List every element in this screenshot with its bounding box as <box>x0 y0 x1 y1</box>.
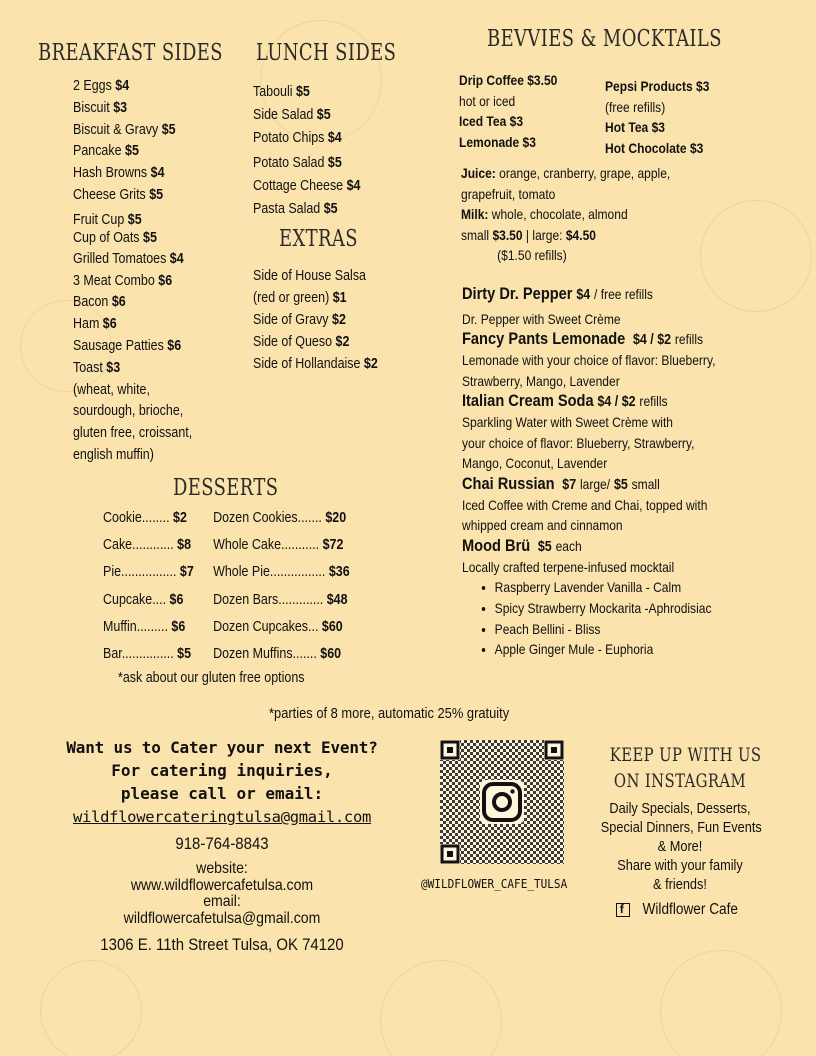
drip-note: hot or iced <box>459 92 516 109</box>
chai-desc-1: Iced Coffee with Creme and Chai, topped with <box>462 496 708 513</box>
coffee-block <box>459 70 557 152</box>
mood-bru: Mood Brü $5 each <box>462 535 582 555</box>
hot-tea: Hot Tea $3 <box>605 119 665 135</box>
flower-decoration <box>660 950 782 1056</box>
list-item: Potato Chips $4 <box>253 130 342 146</box>
dessert-item: Cake............ $8 <box>103 537 192 553</box>
extras-heading: EXTRAS <box>279 226 358 252</box>
dessert-item: Cookie........ $2 <box>103 510 187 526</box>
instagram-text-3: & More! <box>657 839 703 855</box>
desserts-grid <box>103 510 350 680</box>
milk-line: Milk: whole, chocolate, almond <box>461 206 628 222</box>
instagram-text-2: Special Dinners, Fun Events <box>600 820 762 836</box>
catering-email-link[interactable]: wildflowercateringtulsa@gmail.com <box>72 808 372 826</box>
website-label: website: <box>196 860 248 877</box>
cafe-address: 1306 E. 11th Street Tulsa, OK 74120 <box>100 935 344 954</box>
iced-tea: Iced Tea $3 <box>459 113 524 129</box>
italian-cream-soda: Italian Cream Soda $4 / $2 refills <box>462 391 668 410</box>
list-item: 2 Eggs $4 <box>73 78 130 94</box>
facebook-link[interactable] <box>590 901 770 919</box>
list-item: (red or green) $1 <box>253 290 347 306</box>
soda-block <box>605 76 709 158</box>
specialty-drinks <box>462 282 715 660</box>
list-item: Biscuit & Gravy $5 <box>73 121 176 138</box>
list-item: Fruit Cup $5 <box>73 211 142 228</box>
list-item: Toast $3 <box>73 359 121 376</box>
milk-sizes: small $3.50 | large: $4.50 <box>461 226 597 243</box>
dessert-item: Cupcake.... $6 <box>103 592 184 608</box>
gratuity-note: *parties of 8 more, automatic 25% gratuity <box>269 705 510 722</box>
catering-line-2: For catering inquiries, <box>111 761 333 780</box>
mood-list <box>462 577 715 660</box>
fancy-pants-lemonade: Fancy Pants Lemonade $4 / $2 refills <box>462 329 704 348</box>
chai-desc-2: whipped cream and cinnamon <box>462 517 623 533</box>
list-item: Pasta Salad $5 <box>253 201 338 217</box>
instagram-handle[interactable]: @WILDFLOWER_CAFE_TULSA <box>421 877 568 891</box>
list-item: Grilled Tomatoes $4 <box>73 250 184 267</box>
list-item: Tabouli $5 <box>253 84 310 100</box>
list-item: Cup of Oats $5 <box>73 229 157 246</box>
toast-note: gluten free, croissant, <box>73 425 193 442</box>
lemonade: Lemonade $3 <box>459 133 536 150</box>
dirty-dr-pepper: Dirty Dr. Pepper $4 / free refills <box>462 284 653 303</box>
list-item: Side of Queso $2 <box>253 334 350 350</box>
lunch-list <box>253 81 360 221</box>
list-item: Sausage Patties $6 <box>73 337 182 354</box>
qr-code-icon <box>440 740 564 864</box>
hot-chocolate: Hot Chocolate $3 <box>605 139 704 156</box>
flower-decoration <box>380 960 502 1056</box>
dessert-item: Dozen Cupcakes... $60 <box>213 619 343 635</box>
instagram-title-2: ON INSTAGRAM <box>613 770 747 792</box>
list-item: Pancake $5 <box>73 143 139 160</box>
list-item: Hash Browns $4 <box>73 165 165 182</box>
instagram-title-1: KEEP UP WITH US <box>609 744 762 766</box>
lunch-heading: LUNCH SIDES <box>256 40 397 66</box>
list-item: Side of Gravy $2 <box>253 312 346 328</box>
milk-refill: ($1.50 refills) <box>497 247 567 263</box>
dessert-item: Dozen Cookies....... $20 <box>213 510 347 526</box>
list-item: Side Salad $5 <box>253 107 331 123</box>
fancy-desc-2: Strawberry, Mango, Lavender <box>462 372 620 389</box>
toast-note: sourdough, brioche, <box>73 403 184 420</box>
dessert-item: Whole Pie................ $36 <box>213 564 350 580</box>
fancy-desc-1: Lemonade with your choice of flavor: Blueberry, <box>462 352 716 368</box>
breakfast-heading: BREAKFAST SIDES <box>38 40 223 66</box>
email-label: email: <box>203 893 241 910</box>
juice-line-2: grapefruit, tomato <box>461 185 556 202</box>
list-item: • Raspberry Lavender Vanilla - Calm <box>495 577 716 598</box>
desserts-heading: DESSERTS <box>173 475 279 501</box>
chai-russian: Chai Russian $7 large/ $5 small <box>462 473 660 493</box>
list-item: Cheese Grits $5 <box>73 186 164 203</box>
list-item: Potato Salad $5 <box>253 155 342 171</box>
list-item: 3 Meat Combo $6 <box>73 272 173 289</box>
cafe-email[interactable]: wildflowercafetulsa@gmail.com <box>123 910 321 927</box>
catering-line-3: please call or email: <box>120 784 324 803</box>
instagram-text-5: & friends! <box>653 877 707 893</box>
facebook-label: Wildflower Cafe <box>642 901 738 918</box>
dessert-item: Dozen Bars............. $48 <box>213 592 348 608</box>
list-item: • Apple Ginger Mule - Euphoria <box>495 639 716 660</box>
dessert-item: Bar............... $5 <box>103 646 192 662</box>
flower-decoration <box>40 960 142 1056</box>
dessert-item: Pie................ $7 <box>103 564 194 580</box>
dessert-item: Muffin......... $6 <box>103 619 186 635</box>
list-item: Bacon $6 <box>73 294 126 311</box>
website-url[interactable]: www.wildflowercafetulsa.com <box>130 877 314 894</box>
pepsi-note: (free refills) <box>605 98 666 115</box>
dessert-item: Whole Cake........... $72 <box>213 537 344 553</box>
toast-note: (wheat, white, <box>73 381 150 398</box>
catering-block <box>62 736 382 960</box>
breakfast-list <box>73 76 192 467</box>
flower-decoration <box>700 200 812 312</box>
dirty-desc: Dr. Pepper with Sweet Crème <box>462 311 621 327</box>
facebook-icon: f <box>616 903 630 917</box>
list-item: • Spicy Strawberry Mockarita -Aphrodisiac <box>495 598 716 619</box>
toast-note: english muffin) <box>73 446 154 463</box>
gluten-free-note: *ask about our gluten free options <box>118 670 305 686</box>
instagram-qr-code[interactable] <box>440 740 564 864</box>
italian-desc-2: your choice of flavor: Blueberry, Strawberry, <box>462 434 695 451</box>
drip-coffee: Drip Coffee $3.50 <box>459 72 558 88</box>
dessert-item: Dozen Muffins....... $60 <box>213 646 342 662</box>
juice-line: Juice: orange, cranberry, grape, apple, <box>461 165 671 181</box>
catering-line-1: Want us to Cater your next Event? <box>66 738 378 757</box>
list-item: • Peach Bellini - Bliss <box>495 619 716 640</box>
list-item: Side of House Salsa <box>253 268 366 284</box>
instagram-block <box>590 742 770 919</box>
italian-desc-1: Sparkling Water with Sweet Crème with <box>462 414 673 430</box>
italian-desc-3: Mango, Coconut, Lavender <box>462 455 608 471</box>
pepsi: Pepsi Products $3 <box>605 78 710 94</box>
juice-milk-block <box>461 163 670 266</box>
instagram-text-1: Daily Specials, Desserts, <box>609 801 751 817</box>
bevvies-heading: BEVVIES & MOCKTAILS <box>487 26 722 52</box>
list-item: Cottage Cheese $4 <box>253 178 361 194</box>
instagram-text-4: Share with your family <box>617 858 743 874</box>
list-item: Biscuit $3 <box>73 99 128 116</box>
extras-list <box>253 265 378 375</box>
list-item: Ham $6 <box>73 316 117 333</box>
list-item: Side of Hollandaise $2 <box>253 356 378 372</box>
mood-desc: Locally crafted terpene-infused mocktail <box>462 558 675 575</box>
catering-phone: 918-764-8843 <box>175 834 269 853</box>
